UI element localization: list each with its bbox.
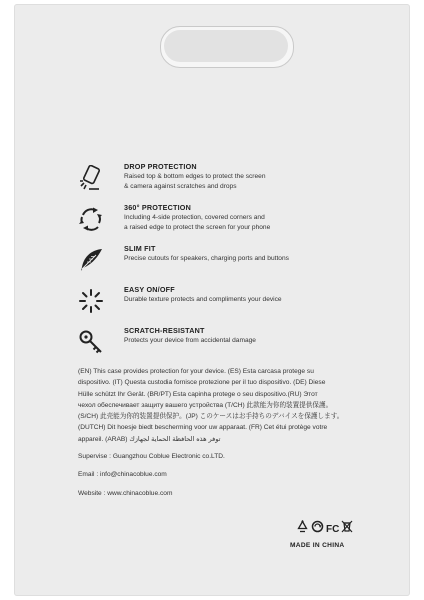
made-in-label: MADE IN CHINA <box>290 542 345 549</box>
feature-desc-line: Precise cutouts for speakers, charging ports and buttons <box>124 255 289 262</box>
cycle-arrows-icon <box>311 520 324 538</box>
fc-mark: FC <box>326 523 340 535</box>
statement-line: appareil. (ARAB) توفر هذه الحافظة الحماية لجهازك <box>78 435 221 443</box>
feature-desc-line: & camera against scratches and drops <box>124 182 237 190</box>
feature-slim-fit <box>78 244 378 285</box>
feature-title: SLIM FIT <box>124 244 156 253</box>
feature-title: 360° PROTECTION <box>124 203 191 212</box>
multilingual-statement <box>78 366 378 445</box>
supervise-line: Supervise : Guangzhou Coblue Electronic co.LTD. <box>78 453 225 460</box>
feature-title: DROP PROTECTION <box>124 162 197 171</box>
hang-slot <box>164 30 288 62</box>
feature-drop-protection <box>78 162 378 203</box>
statement-line: Hülle schützt Ihr Gerät. (BR/PT) Esta capinha protege o seu dispositivo.(RU) Этот <box>78 390 318 398</box>
statement-line: (S/CH) 此壳能为你的装置提供保护。(JP) このケースはお手持ちのデバイスを保護します。 <box>78 413 344 421</box>
statement-line: (EN) This case provides protection for your device. (ES) Esta carcasa protege su <box>78 368 314 375</box>
statement-line: dispositivo. (IT) Questa custodia fornisce protezione per il tuo dispositivo. (DE) Diese <box>78 379 326 387</box>
feature-desc-line: Durable texture protects and compliments your device <box>124 296 282 303</box>
feature-title: SCRATCH-RESISTANT <box>124 326 205 335</box>
website-line: Website : www.chinacoblue.com <box>78 489 173 497</box>
feature-360-protection <box>78 203 378 244</box>
statement-line: (DUTCH) Dit hoesje biedt bescherming voor uw apparaat. (FR) Cet étui protège votre <box>78 424 328 432</box>
statement-line: чехол обеспечивает защиту вашего устройства (T/CH) 此款能为你的装置提供保護。 <box>78 401 333 409</box>
feather-icon <box>78 247 104 273</box>
feature-easy-on-off <box>78 285 378 326</box>
supplier-info <box>78 448 378 503</box>
recycle-icon <box>296 520 309 538</box>
feature-desc-line: Raised top & bottom edges to protect the screen <box>124 173 266 180</box>
compliance-marks <box>296 522 356 536</box>
key-icon <box>78 329 104 355</box>
feature-desc-line: Including 4-side protection, covered corners and <box>124 214 265 221</box>
phone-drop-icon <box>78 165 104 191</box>
rotate-arrows-icon <box>78 206 104 232</box>
weee-bin-icon <box>341 520 353 538</box>
feature-title: EASY ON/OFF <box>124 285 175 294</box>
email-line: Email : info@chinacoblue.com <box>78 471 167 479</box>
feature-list <box>78 162 378 367</box>
feature-scratch-resistant <box>78 326 378 367</box>
burst-icon <box>78 288 104 314</box>
feature-desc-line: a raised edge to protect the screen for your phone <box>124 223 271 231</box>
feature-desc-line: Protects your device from accidental damage <box>124 337 256 344</box>
